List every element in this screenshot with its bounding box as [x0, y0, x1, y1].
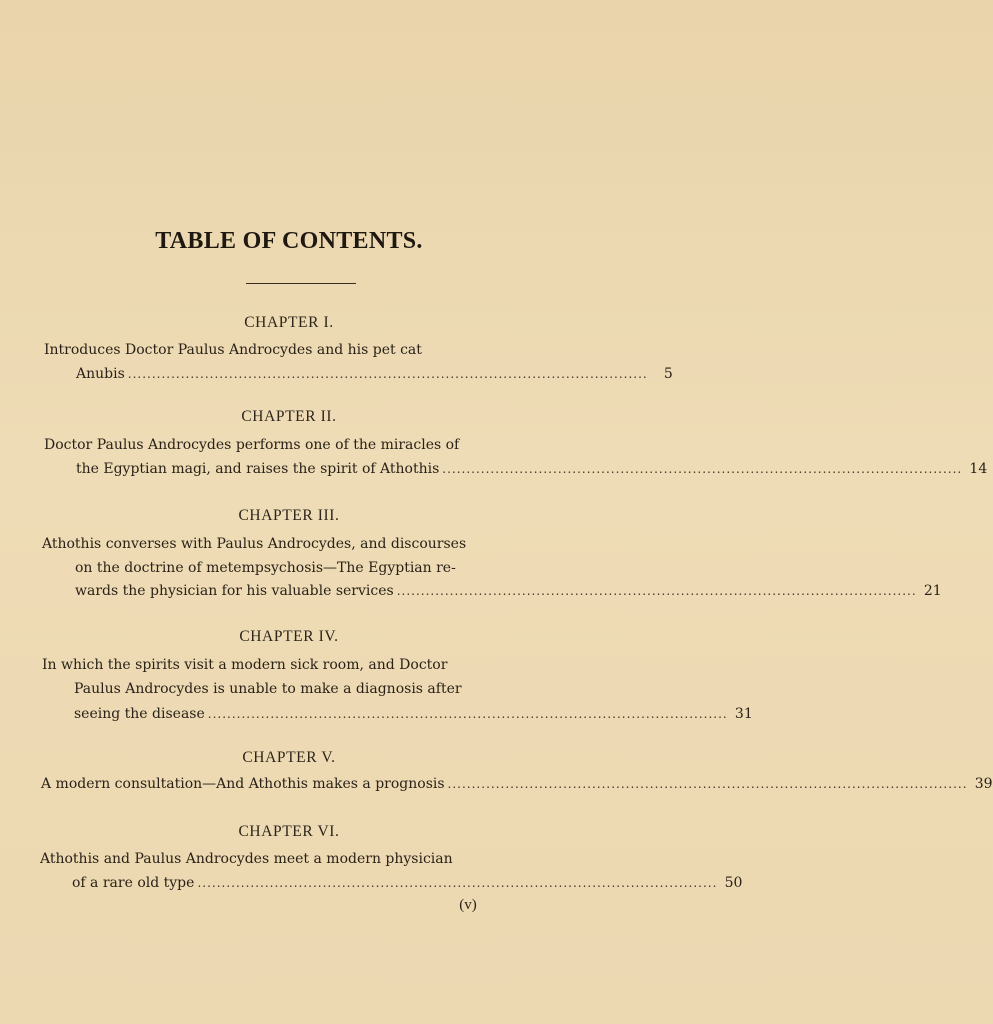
title-rule — [246, 283, 356, 284]
page-number: 50 — [724, 875, 743, 891]
entry-text-line: of a rare old type — [72, 875, 195, 891]
dot-leader: ............................................................................................................ — [197, 876, 718, 890]
page-title: TABLE OF CONTENTS. — [155, 228, 423, 254]
entry-text-line: Athothis and Paulus Androcydes meet a modern physician — [40, 851, 453, 867]
chapter-heading: CHAPTER IV. — [239, 628, 339, 645]
dot-leader: ............................................................................................................ — [447, 777, 968, 791]
toc-entry-last-line — [41, 776, 993, 792]
dot-leader: ............................................................................................................ — [207, 707, 728, 721]
toc-entry-last-line — [76, 461, 988, 477]
chapter-heading: CHAPTER VI. — [238, 823, 340, 840]
entry-text-line: the Egyptian magi, and raises the spirit of Athothis — [76, 461, 440, 477]
dot-leader: ............................................................................................................ — [127, 367, 648, 381]
page-number: 39 — [974, 776, 993, 792]
entry-text-line: Paulus Androcydes is unable to make a diagnosis after — [74, 681, 462, 697]
entry-text-line: seeing the disease — [74, 706, 205, 722]
page-number: 14 — [969, 461, 988, 477]
page-number: 5 — [663, 366, 673, 382]
entry-text-line: on the doctrine of metempsychosis—The Egyptian re- — [75, 560, 456, 576]
entry-text-line: wards the physician for his valuable services — [75, 583, 394, 599]
entry-text-line: Athothis converses with Paulus Androcydes, and discourses — [42, 536, 467, 552]
chapter-heading: CHAPTER II. — [241, 408, 337, 425]
entry-text-line: Introduces Doctor Paulus Androcydes and his pet cat — [44, 342, 422, 358]
chapter-heading: CHAPTER V. — [242, 749, 336, 766]
toc-entry-last-line — [74, 706, 753, 722]
dot-leader: ............................................................................................................ — [442, 462, 963, 476]
toc-entry-last-line — [76, 366, 673, 382]
page-number: 31 — [734, 706, 753, 722]
page-number: 21 — [923, 583, 942, 599]
entry-text-line: In which the spirits visit a modern sick room, and Doctor — [42, 657, 448, 673]
folio-page-number: (v) — [459, 897, 477, 913]
chapter-heading: CHAPTER III. — [238, 507, 340, 524]
entry-text-line: Doctor Paulus Androcydes performs one of the miracles of — [44, 437, 460, 453]
entry-text-line: A modern consultation—And Athothis makes a prognosis — [41, 776, 445, 792]
dot-leader: ............................................................................................................ — [396, 584, 917, 598]
chapter-heading: CHAPTER I. — [244, 314, 334, 331]
toc-entry-last-line — [75, 583, 942, 599]
entry-text-line: Anubis — [76, 366, 125, 382]
toc-entry-last-line — [72, 875, 743, 891]
